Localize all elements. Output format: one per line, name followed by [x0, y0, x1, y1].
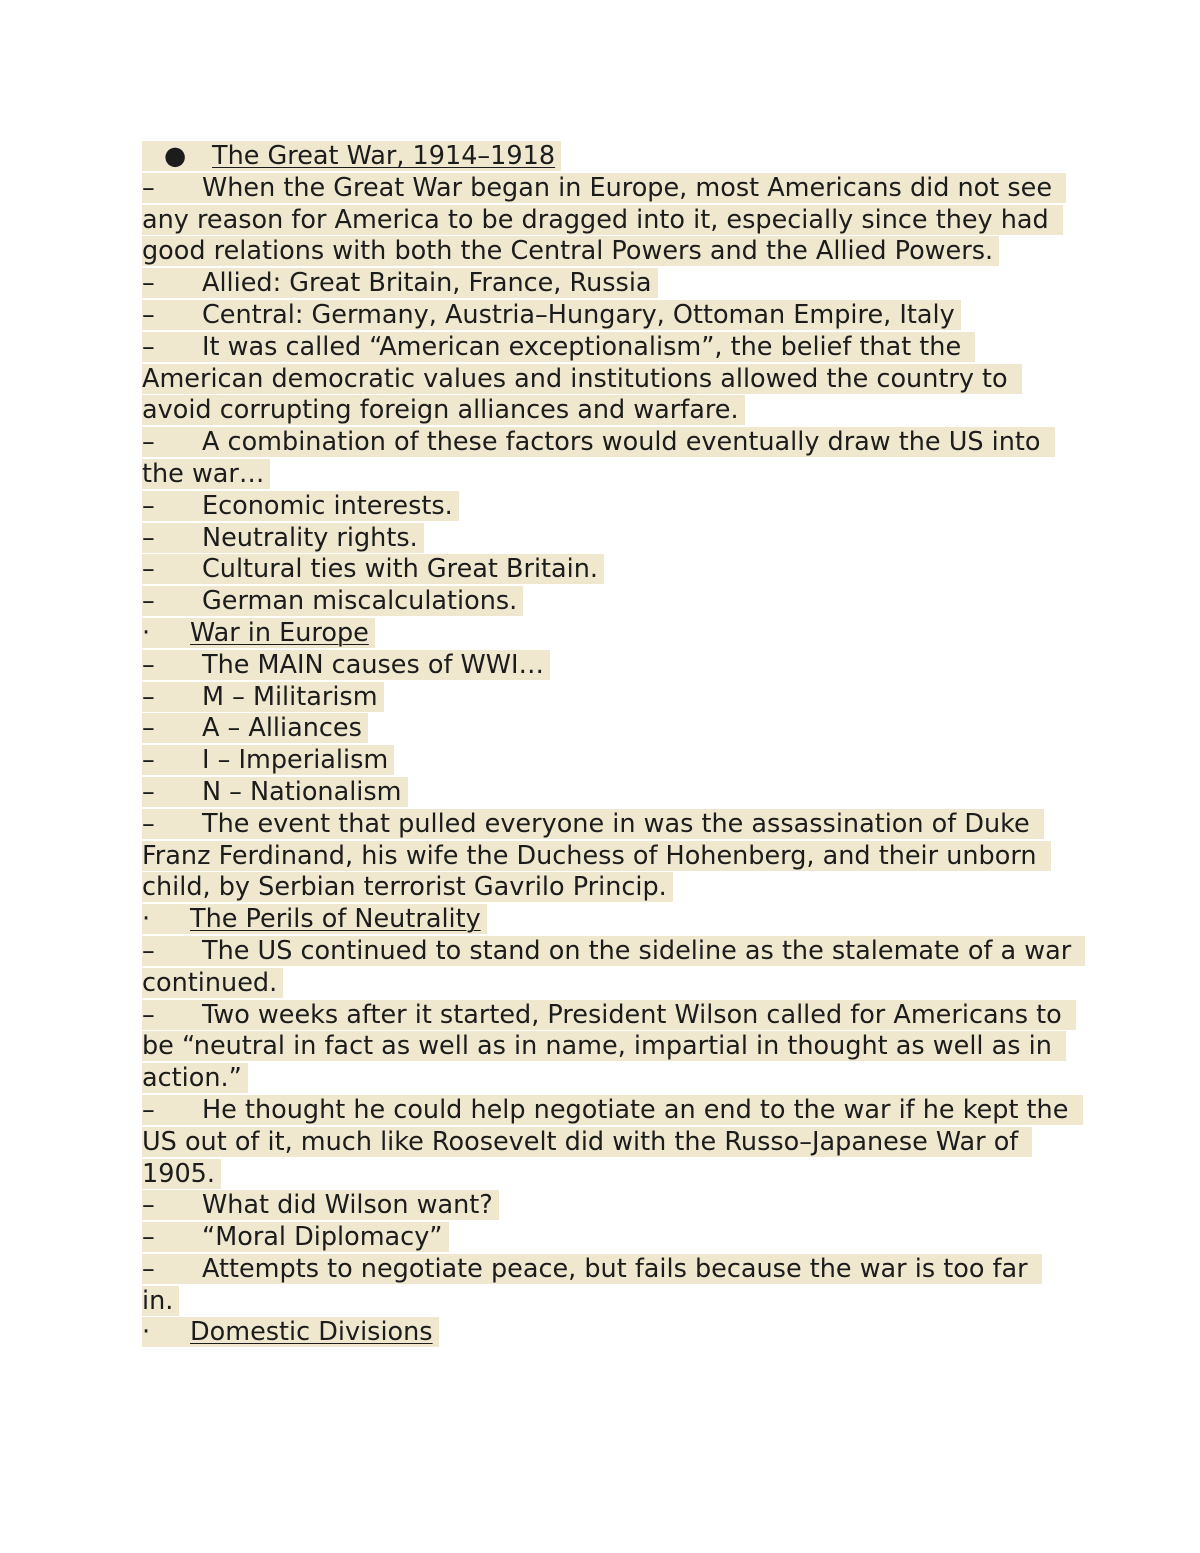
- list-item-text: N – Nationalism: [202, 776, 402, 807]
- dash-marker: –: [142, 1222, 155, 1253]
- list-item-text: Central: Germany, Austria–Hungary, Ottoman Empire, Italy: [202, 299, 955, 330]
- dash-marker: –: [142, 745, 155, 776]
- list-item: [142, 491, 1072, 523]
- list-item: [142, 809, 1072, 904]
- list-item: [142, 1190, 1072, 1222]
- dash-marker: –: [142, 999, 155, 1030]
- dash-marker: –: [142, 427, 155, 458]
- dash-marker: –: [142, 649, 155, 680]
- list-item: [142, 300, 1072, 332]
- heading-text: The Great War, 1914–1918: [212, 141, 556, 171]
- section-heading: [142, 1317, 1072, 1349]
- list-item-text: Neutrality rights.: [202, 522, 418, 553]
- dash-marker: –: [142, 299, 155, 330]
- section-heading: [142, 904, 1072, 936]
- dash-marker: –: [142, 1094, 155, 1125]
- dash-marker: –: [142, 776, 155, 807]
- list-item: [142, 745, 1072, 777]
- document-body: [142, 141, 1080, 1349]
- list-item-text: “Moral Diplomacy”: [202, 1222, 443, 1253]
- list-item: [142, 523, 1072, 555]
- dot-marker: ·: [142, 904, 151, 935]
- dash-marker: –: [142, 586, 155, 617]
- list-item-text: When the Great War began in Europe, most Americans did not see any reason for America to be dragged into it, especially since they had good relations with both the Central Powers and the Allied Powers.: [142, 172, 1061, 267]
- dash-marker: –: [142, 490, 155, 521]
- dash-marker: –: [142, 1253, 155, 1284]
- section-heading: [142, 141, 1072, 173]
- list-item-text: He thought he could help negotiate an end to the war if he kept the US out of it, much like Roosevelt did with the Russo–Japanese War of 1905.: [142, 1094, 1077, 1189]
- heading-text: The Perils of Neutrality: [190, 904, 481, 935]
- list-item-text: A – Alliances: [202, 713, 362, 744]
- list-item: [142, 268, 1072, 300]
- list-item-text: The US continued to stand on the sideline as the stalemate of a war continued.: [142, 935, 1080, 998]
- list-item-text: Economic interests.: [202, 490, 453, 521]
- list-item-text: The MAIN causes of WWI…: [202, 649, 544, 680]
- dash-marker: –: [142, 331, 155, 362]
- heading-text: War in Europe: [190, 617, 369, 648]
- dash-marker: –: [142, 554, 155, 585]
- dash-marker: –: [142, 522, 155, 553]
- section-heading: [142, 618, 1072, 650]
- list-item-text: It was called “American exceptionalism”, the belief that the American democratic values and institutions allowed the country to avoid corrupting foreign alliances and warfare.: [142, 331, 1016, 426]
- list-item: [142, 713, 1072, 745]
- list-item: [142, 554, 1072, 586]
- dash-marker: –: [142, 1190, 155, 1221]
- dash-marker: –: [142, 935, 155, 966]
- list-item-text: The event that pulled everyone in was the assassination of Duke Franz Ferdinand, his wife the Duchess of Hohenberg, and their unborn child, by Serbian terrorist Gavrilo Princip.: [142, 808, 1045, 903]
- list-item: [142, 777, 1072, 809]
- list-item-text: What did Wilson want?: [202, 1190, 493, 1221]
- list-item-text: Attempts to negotiate peace, but fails because the war is too far in.: [142, 1253, 1036, 1316]
- dot-marker: ·: [142, 1317, 151, 1348]
- list-item: [142, 586, 1072, 618]
- list-item-text: I – Imperialism: [202, 745, 389, 776]
- list-item-text: Allied: Great Britain, France, Russia: [202, 268, 652, 299]
- bullet-icon: ●: [164, 141, 187, 171]
- list-item: [142, 1094, 1077, 1190]
- dash-marker: –: [142, 808, 155, 839]
- list-item: [142, 332, 1072, 427]
- list-item: [142, 1000, 1072, 1095]
- list-item: [142, 1222, 1072, 1254]
- list-item-text: Two weeks after it started, President Wilson called for Americans to be “neutral in fact as well as in name, impartial in thought as well as in action.”: [142, 999, 1070, 1094]
- list-item: [142, 173, 1072, 268]
- list-item: [142, 935, 1080, 1000]
- dash-marker: –: [142, 268, 155, 299]
- dash-marker: –: [142, 172, 155, 203]
- list-item: [142, 650, 1072, 682]
- list-item-text: Cultural ties with Great Britain.: [202, 554, 599, 585]
- dot-marker: ·: [142, 617, 151, 648]
- dash-marker: –: [142, 681, 155, 712]
- list-item: [142, 427, 1072, 491]
- list-item: [142, 682, 1072, 714]
- heading-text: Domestic Divisions: [190, 1317, 433, 1348]
- dash-marker: –: [142, 713, 155, 744]
- list-item-text: German miscalculations.: [202, 586, 518, 617]
- list-item: [142, 1254, 1072, 1318]
- list-item-text: M – Militarism: [202, 681, 378, 712]
- list-item-text: A combination of these factors would eventually draw the US into the war…: [142, 427, 1049, 489]
